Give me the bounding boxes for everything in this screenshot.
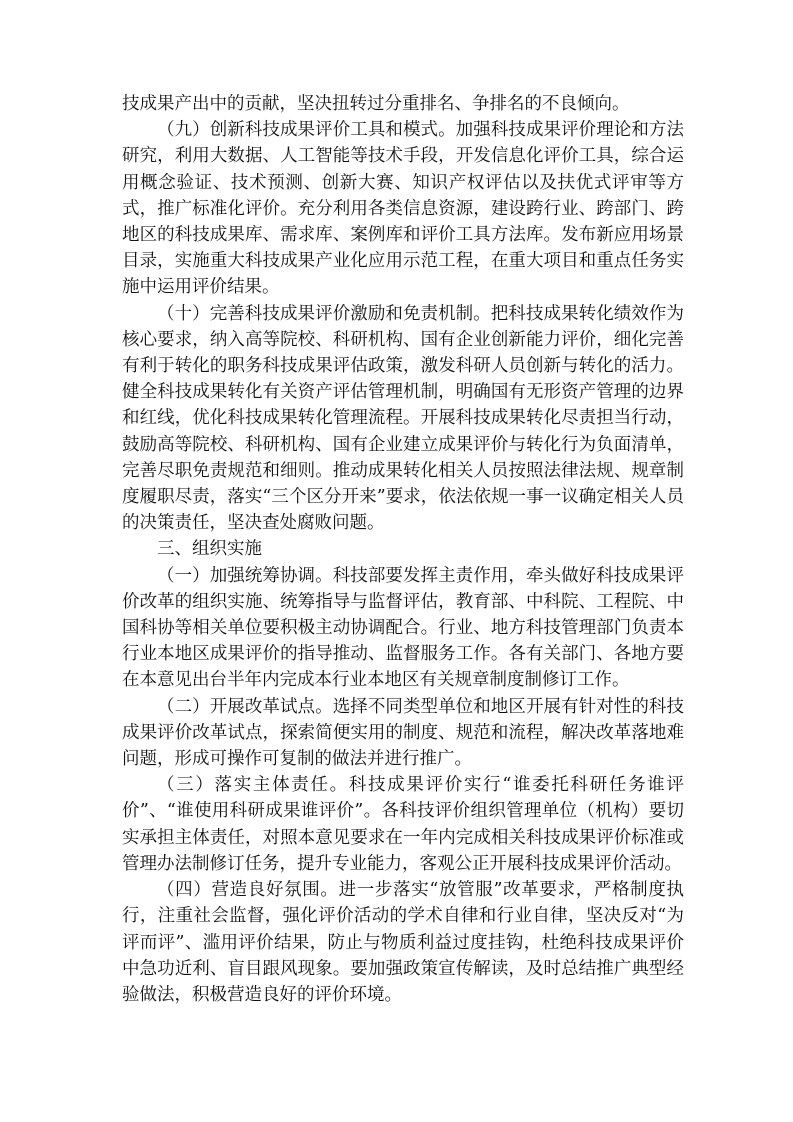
paragraph-item-1: （一）加强统筹协调。科技部要发挥主责作用，牵头做好科技成果评价改革的组织实施、统筹指导与监督评估，教育部、中科院、工程院、中国科协等相关单位要积极主动协调配合。行业、地方科技管理部门负责本行业本地区成果评价的指导推动、监督服务工作。各有关部门、各地方要在本意见出台半年内完成本行业本地区有关规章制度制修订工作。 <box>122 565 684 691</box>
paragraph-item-9: （九）创新科技成果评价工具和模式。加强科技成果评价理论和方法研究，利用大数据、人工智能等技术手段，开发信息化评价工具，综合运用概念验证、技术预测、创新大赛、知识产权评估以及扶优式评审等方式，推广标准化评价。充分利用各类信息资源，建设跨行业、跨部门、跨地区的科技成果库、需求库、案例库和评价工具方法库。发布新应用场景目录，实施重大科技成果产业化应用示范工程，在重大项目和重点任务实施中运用评价结果。 <box>122 120 684 298</box>
paragraph-continuation: 技成果产出中的贡献，坚决扭转过分重排名、争排名的不良倾向。 <box>122 94 630 114</box>
paragraph-item-3: （三）落实主体责任。科技成果评价实行“谁委托科研任务谁评价”、“谁使用科研成果谁评价”。各科技评价组织管理单位（机构）要切实承担主体责任，对照本意见要求在一年内完成相关科技成果评价标准或管理办法制修订任务，提升专业能力，客观公正开展科技成果评价活动。 <box>122 775 684 874</box>
section-heading-3: 三、组织实施 <box>157 539 262 560</box>
paragraph-item-4: （四）营造良好氛围。进一步落实“放管服”改革要求，严格制度执行，注重社会监督，强化评价活动的学术自律和行业自律，坚决反对“为评而评”、滥用评价结果，防止与物质利益过度挂钩，杜绝科技成果评价中急功近利、盲目跟风现象。要加强政策宣传解读，及时总结推广典型经验做法，积极营造良好的评价环境。 <box>122 880 684 1005</box>
paragraph-item-2: （二）开展改革试点。选择不同类型单位和地区开展有针对性的科技成果评价改革试点，探索简便实用的制度、规范和流程，解决改革落地难问题，形成可操作可复制的做法并进行推广。 <box>122 696 684 770</box>
paragraph-item-10: （十）完善科技成果评价激励和免责机制。把科技成果转化绩效作为核心要求，纳入高等院校、科研机构、国有企业创新能力评价，细化完善有利于转化的职务科技成果评估政策，激发科研人员创新与转化的活力。健全科技成果转化有关资产评估管理机制，明确国有无形资产管理的边界和红线，优化科技成果转化管理流程。开展科技成果转化尽责担当行动，鼓励高等院校、科研机构、国有企业建立成果评价与转化行为负面清单，完善尽职免责规范和细则。推动成果转化相关人员按照法律法规、规章制度履职尽责，落实“三个区分开来”要求，依法依规一事一议确定相关人员的决策责任，坚决查处腐败问题。 <box>122 303 684 534</box>
document-body <box>122 91 684 1008</box>
